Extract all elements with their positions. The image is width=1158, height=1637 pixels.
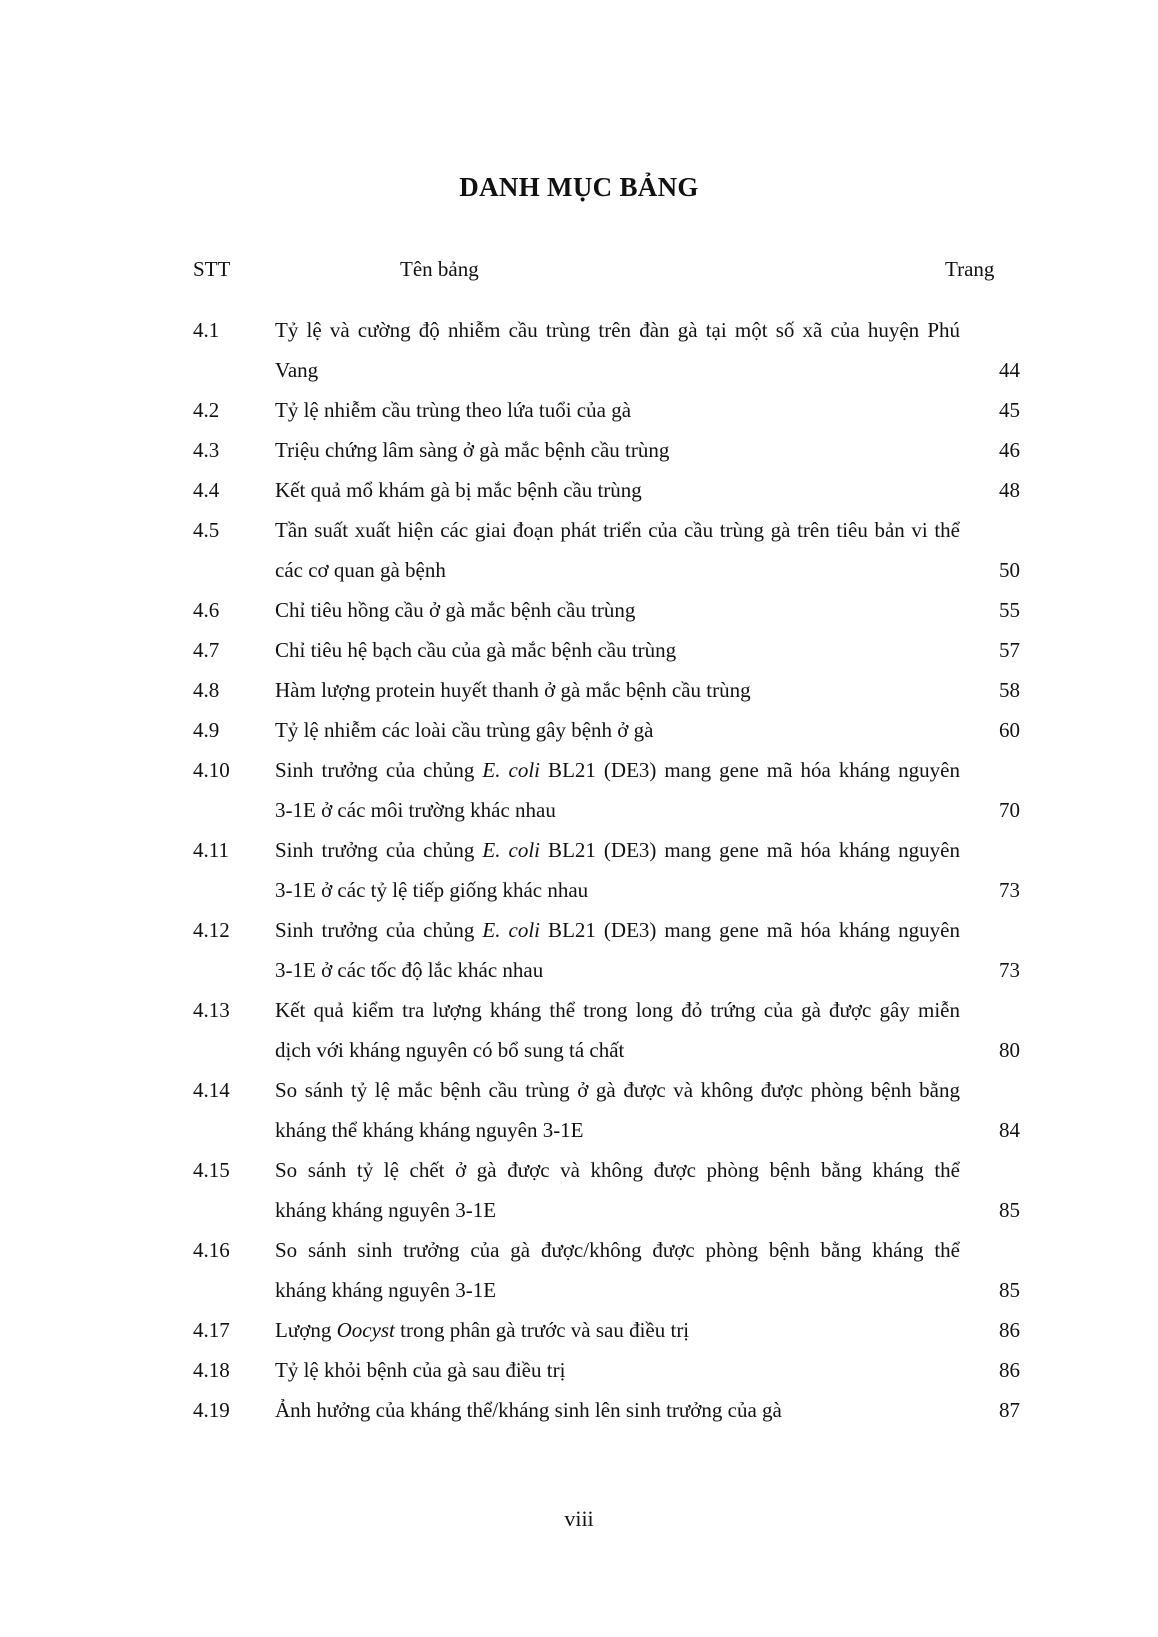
page-reference: 84 (999, 1118, 1020, 1142)
table-row-line (0, 470, 1158, 510)
table-row (0, 310, 1158, 390)
title-segment: Kết quả kiểm tra lượng kháng thể trong long đỏ trứng của gà được gây miễn (275, 998, 960, 1022)
table-number: 4.14 (193, 1078, 230, 1102)
table-row-line (0, 590, 1158, 630)
title-segment: Chỉ tiêu hồng cầu ở gà mắc bệnh cầu trùng (275, 598, 636, 622)
table-row (0, 430, 1158, 470)
table-number: 4.18 (193, 1358, 230, 1382)
page-reference: 57 (999, 638, 1020, 662)
table-row (0, 390, 1158, 430)
table-title-text (275, 990, 960, 1030)
table-row-line (0, 310, 1158, 350)
table-number: 4.2 (193, 398, 220, 422)
page-reference: 48 (999, 478, 1020, 502)
table-number: 4.17 (193, 1318, 230, 1342)
table-list (0, 310, 1158, 1430)
table-row-line (0, 1230, 1158, 1270)
table-title-text (275, 830, 960, 870)
table-title-text (275, 1030, 960, 1070)
table-row-line (0, 550, 1158, 590)
table-row (0, 910, 1158, 990)
table-number: 4.9 (193, 718, 220, 742)
table-number: 4.7 (193, 638, 220, 662)
title-segment: Kết quả mổ khám gà bị mắc bệnh cầu trùng (275, 478, 642, 502)
table-title-text (275, 1310, 960, 1350)
table-row (0, 630, 1158, 670)
table-row-line (0, 1030, 1158, 1070)
table-row (0, 830, 1158, 910)
title-segment: kháng kháng nguyên 3-1E (275, 1278, 497, 1302)
table-row (0, 710, 1158, 750)
page-reference: 85 (999, 1198, 1020, 1222)
title-segment: Chỉ tiêu hệ bạch cầu của gà mắc bệnh cầu trùng (275, 638, 677, 662)
table-title-text (275, 1270, 960, 1310)
table-row-line (0, 1150, 1158, 1190)
table-row-line (0, 870, 1158, 910)
table-row (0, 510, 1158, 590)
table-title-text (275, 870, 960, 910)
page-reference: 45 (999, 398, 1020, 422)
table-row-line (0, 1390, 1158, 1430)
table-row (0, 470, 1158, 510)
table-row-line (0, 710, 1158, 750)
table-title-text (275, 950, 960, 990)
page-title: DANH MỤC BẢNG (459, 172, 699, 202)
italic-term: E. coli (482, 918, 541, 942)
title-segment: Sinh trưởng của chủng (275, 838, 483, 862)
table-row (0, 1350, 1158, 1390)
page-reference: 46 (999, 438, 1020, 462)
table-title-text (275, 1390, 960, 1430)
table-title-text (275, 1190, 960, 1230)
title-segment: các cơ quan gà bệnh (275, 558, 446, 582)
table-title-text (275, 710, 960, 750)
table-row-line (0, 1190, 1158, 1230)
page-reference: 73 (999, 958, 1020, 982)
table-title-text (275, 470, 960, 510)
table-number: 4.4 (193, 478, 220, 502)
title-segment: BL21 (DE3) mang gene mã hóa kháng nguyên (540, 758, 961, 782)
page-number: viii (564, 1506, 594, 1531)
table-row (0, 590, 1158, 630)
title-segment: BL21 (DE3) mang gene mã hóa kháng nguyên (540, 838, 961, 862)
page-reference: 86 (999, 1318, 1020, 1342)
table-title-text (275, 670, 960, 710)
table-number: 4.5 (193, 518, 220, 542)
table-title-text (275, 310, 960, 350)
column-header-table-name: Tên bảng (400, 257, 479, 281)
table-row-line (0, 990, 1158, 1030)
table-title-text (275, 1230, 960, 1270)
table-row (0, 670, 1158, 710)
page-reference: 55 (999, 598, 1020, 622)
table-title-text (275, 910, 960, 950)
title-segment: 3-1E ở các tỷ lệ tiếp giống khác nhau (275, 878, 589, 902)
title-segment: So sánh tỷ lệ chết ở gà được và không được phòng bệnh bằng kháng thể (275, 1158, 960, 1182)
table-title-text (275, 630, 960, 670)
column-header-page: Trang (945, 257, 995, 281)
table-row-line (0, 430, 1158, 470)
italic-term: E. coli (482, 758, 541, 782)
title-segment: Tỷ lệ khỏi bệnh của gà sau điều trị (275, 1358, 566, 1382)
title-segment: Tần suất xuất hiện các giai đoạn phát triển của cầu trùng gà trên tiêu bản vi thể (275, 518, 960, 542)
title-segment: dịch với kháng nguyên có bổ sung tá chất (275, 1038, 625, 1062)
table-title-text (275, 790, 960, 830)
table-row-line (0, 510, 1158, 550)
table-title-text (275, 1070, 960, 1110)
table-title-text (275, 1350, 960, 1390)
table-title-text (275, 1150, 960, 1190)
italic-term: Oocyst (336, 1318, 395, 1342)
table-number: 4.1 (193, 318, 220, 342)
title-segment: Tỷ lệ nhiễm các loài cầu trùng gây bệnh ở gà (275, 718, 654, 742)
table-row-line (0, 1310, 1158, 1350)
title-segment: Hàm lượng protein huyết thanh ở gà mắc bệnh cầu trùng (275, 678, 751, 702)
table-row-line (0, 630, 1158, 670)
table-title-text (275, 430, 960, 470)
table-title-text (275, 590, 960, 630)
title-segment: Triệu chứng lâm sàng ở gà mắc bệnh cầu trùng (275, 438, 670, 462)
table-row (0, 1230, 1158, 1310)
page-reference: 58 (999, 678, 1020, 702)
table-row-line (0, 1070, 1158, 1110)
page-reference: 80 (999, 1038, 1020, 1062)
table-number: 4.13 (193, 998, 230, 1022)
table-row-line (0, 830, 1158, 870)
table-title-text (275, 550, 960, 590)
table-number: 4.16 (193, 1238, 230, 1262)
table-number: 4.10 (193, 758, 230, 782)
table-row-line (0, 950, 1158, 990)
table-row-line (0, 1110, 1158, 1150)
page-reference: 60 (999, 718, 1020, 742)
table-number: 4.15 (193, 1158, 230, 1182)
title-segment: So sánh sinh trưởng của gà được/không được phòng bệnh bằng kháng thể (275, 1238, 960, 1262)
table-row-line (0, 350, 1158, 390)
page-reference: 87 (999, 1398, 1020, 1422)
title-segment: Tỷ lệ và cường độ nhiễm cầu trùng trên đàn gà tại một số xã của huyện Phú (275, 318, 960, 342)
column-header-stt: STT (193, 257, 231, 281)
table-number: 4.3 (193, 438, 220, 462)
title-segment: Vang (275, 358, 319, 382)
table-row-line (0, 670, 1158, 710)
page-reference: 86 (999, 1358, 1020, 1382)
table-number: 4.11 (193, 838, 229, 862)
table-row-line (0, 910, 1158, 950)
table-title-text (275, 750, 960, 790)
title-segment: Ảnh hưởng của kháng thể/kháng sinh lên sinh trưởng của gà (275, 1398, 782, 1422)
table-number: 4.8 (193, 678, 220, 702)
title-segment: trong phân gà trước và sau điều trị (394, 1318, 690, 1342)
title-segment: Sinh trưởng của chủng (275, 918, 483, 942)
page-reference: 44 (999, 358, 1020, 382)
page-reference: 73 (999, 878, 1020, 902)
page-reference: 50 (999, 558, 1020, 582)
table-row (0, 1070, 1158, 1150)
table-row-line (0, 1350, 1158, 1390)
table-number: 4.19 (193, 1398, 230, 1422)
table-row (0, 750, 1158, 830)
table-row (0, 1310, 1158, 1350)
table-title-text (275, 510, 960, 550)
table-row (0, 1150, 1158, 1230)
italic-term: E. coli (482, 838, 541, 862)
table-number: 4.12 (193, 918, 230, 942)
title-segment: 3-1E ở các môi trường khác nhau (275, 798, 556, 822)
table-title-text (275, 1110, 960, 1150)
table-row (0, 1390, 1158, 1430)
table-row (0, 990, 1158, 1070)
table-row-line (0, 790, 1158, 830)
title-segment: BL21 (DE3) mang gene mã hóa kháng nguyên (540, 918, 961, 942)
table-row-line (0, 1270, 1158, 1310)
table-number: 4.6 (193, 598, 220, 622)
page-reference: 85 (999, 1278, 1020, 1302)
title-segment: So sánh tỷ lệ mắc bệnh cầu trùng ở gà được và không được phòng bệnh bằng (275, 1078, 960, 1102)
title-segment: Lượng (275, 1318, 337, 1342)
title-segment: 3-1E ở các tốc độ lắc khác nhau (275, 958, 544, 982)
page-reference: 70 (999, 798, 1020, 822)
table-title-text (275, 390, 960, 430)
title-segment: kháng thể kháng kháng nguyên 3-1E (275, 1118, 584, 1142)
title-segment: Tỷ lệ nhiễm cầu trùng theo lứa tuổi của gà (275, 398, 632, 422)
table-row-line (0, 390, 1158, 430)
title-segment: kháng kháng nguyên 3-1E (275, 1198, 497, 1222)
table-row-line (0, 750, 1158, 790)
title-segment: Sinh trưởng của chủng (275, 758, 483, 782)
table-title-text (275, 350, 960, 390)
